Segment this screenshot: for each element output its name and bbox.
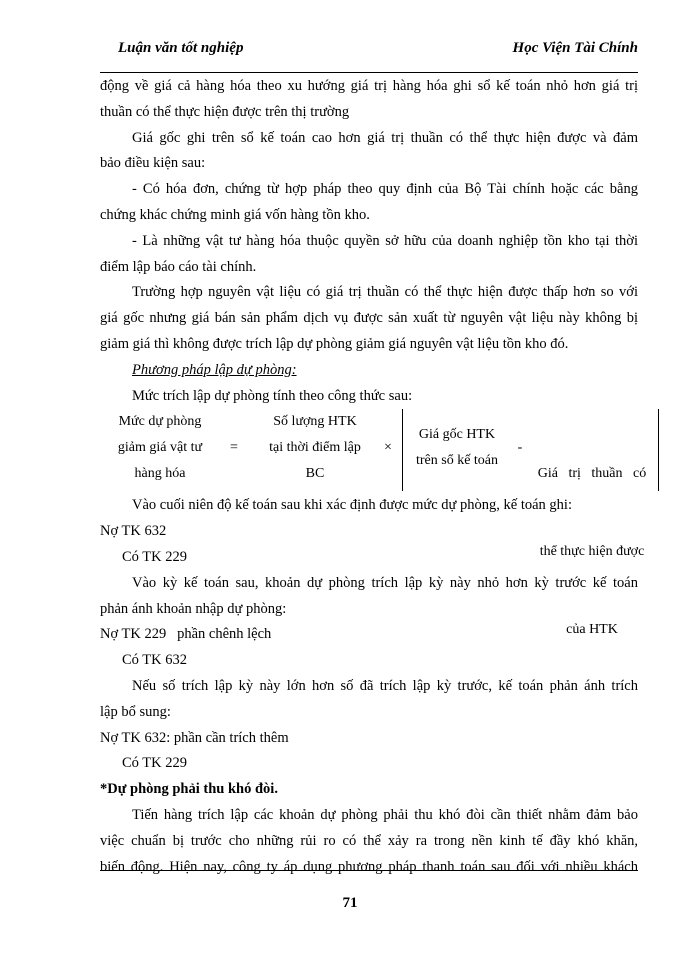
text-line: Có TK 229: [122, 755, 187, 772]
text-line: - Là những vật tư hàng hóa thuộc quyền sở hữu của doanh nghiệp tồn kho tại thời: [132, 232, 638, 249]
text-line: Nếu số trích lập kỳ này lớn hơn số đã trích lập kỳ trước, kế toán phản ánh trích: [132, 677, 638, 694]
formula-text: tại thời điểm lập: [269, 440, 361, 456]
formula-text: BC: [305, 466, 325, 482]
formula-text: Giá trị thuần có: [537, 466, 647, 482]
text-line: lập bổ sung:: [100, 703, 171, 720]
bracket-right: [658, 409, 659, 491]
times-sign: ×: [384, 440, 392, 456]
text-line: điểm lập báo cáo tài chính.: [100, 258, 257, 275]
formula-quantity: [250, 409, 380, 487]
text-line: thuần có thể thực hiện được trên thị trường: [100, 103, 350, 120]
document-body: [100, 74, 647, 880]
text-line: Nợ TK 632: [100, 523, 167, 540]
text-line: Giá gốc ghi trên sổ kế toán cao hơn giá trị thuần có thể thực hiện được và đảm: [132, 129, 638, 146]
header-rule: [100, 72, 638, 73]
formula-cost: [404, 422, 510, 474]
section-heading: *Dự phòng phải thu khó đòi.: [100, 781, 278, 798]
text-line: Trường hợp nguyên vật liệu có giá trị thuần có thể thực hiện được thấp hơn so với: [132, 284, 638, 301]
footer-rule: [100, 870, 638, 871]
section-subheading: [100, 358, 638, 384]
bracket-left: [402, 409, 403, 491]
formula-text: Mức dự phòng: [118, 414, 202, 430]
page-header: [100, 38, 638, 68]
page-number: 71: [342, 895, 358, 911]
text-line: Tiến hàng trích lập các khoản dự phòng phải thu khó đòi cần thiết nhằm đảm bảo: [132, 806, 638, 823]
text-line: phản ánh khoản nhập dự phòng:: [100, 600, 287, 617]
text-line: động về giá cả hàng hóa theo xu hướng giá trị hàng hóa ghi sổ kế toán nhỏ hơn giá trị: [100, 78, 638, 94]
text-line: Vào cuối niên độ kế toán sau khi xác định được mức dự phòng, kế toán ghi:: [132, 497, 572, 514]
text-line: giảm giá thì không được trích lập dự phòng giảm giá nguyên vật liệu tồn kho đó.: [100, 335, 569, 352]
header-institution: Học Viện Tài Chính: [512, 40, 638, 56]
formula-text: trên sổ kế toán: [415, 453, 499, 469]
text-line: chứng khác chứng minh giá vốn hàng tồn kho.: [100, 206, 370, 223]
formula-text: Số lượng HTK: [273, 414, 357, 430]
text-line: việc chuẩn bị trước cho những rủi ro có thể xảy ra trong nền kinh tế đầy khó khăn,: [100, 832, 638, 849]
formula-result: [100, 409, 220, 487]
text-line: bảo điều kiện sau:: [100, 155, 206, 172]
text-line: - Có hóa đơn, chứng từ hợp pháp theo quy định của Bộ Tài chính hoặc các bằng: [132, 181, 638, 198]
text-line: giá gốc nhưng giá bán sản phẩm dịch vụ được sản xuất từ nguyên vật liệu này không bị: [100, 310, 638, 327]
formula-text: giảm giá vật tư: [117, 440, 203, 456]
header-thesis-title: Luận văn tốt nghiệp: [118, 40, 244, 56]
minus-sign: -: [517, 440, 523, 456]
text-line: Nợ TK 632: phần cần trích thêm: [100, 729, 289, 746]
text-line: biến động. Hiện nay, công ty áp dụng phương pháp thanh toán sau đối với nhiều khách: [100, 858, 638, 875]
formula-text: hàng hóa: [134, 466, 186, 482]
text-line: Mức trích lập dự phòng tính theo công thức sau:: [132, 387, 413, 404]
formula-text: thể thực hiện được: [539, 544, 645, 560]
text-line: Vào kỳ kế toán sau, khoản dự phòng trích lập kỳ này nhỏ hơn kỳ trước kế toán: [132, 574, 638, 591]
formula-net-value: [528, 409, 656, 695]
formula-text: của HTK: [566, 622, 618, 638]
text-line: Nợ TK 229 phần chênh lệch: [100, 626, 272, 643]
text-line: Có TK 229: [122, 548, 187, 565]
formula-text: Giá gốc HTK: [418, 427, 496, 443]
text-line: Có TK 632: [122, 652, 187, 669]
equals-sign: =: [230, 440, 238, 456]
subheading-text: Phương pháp lập dự phòng:: [132, 361, 297, 378]
